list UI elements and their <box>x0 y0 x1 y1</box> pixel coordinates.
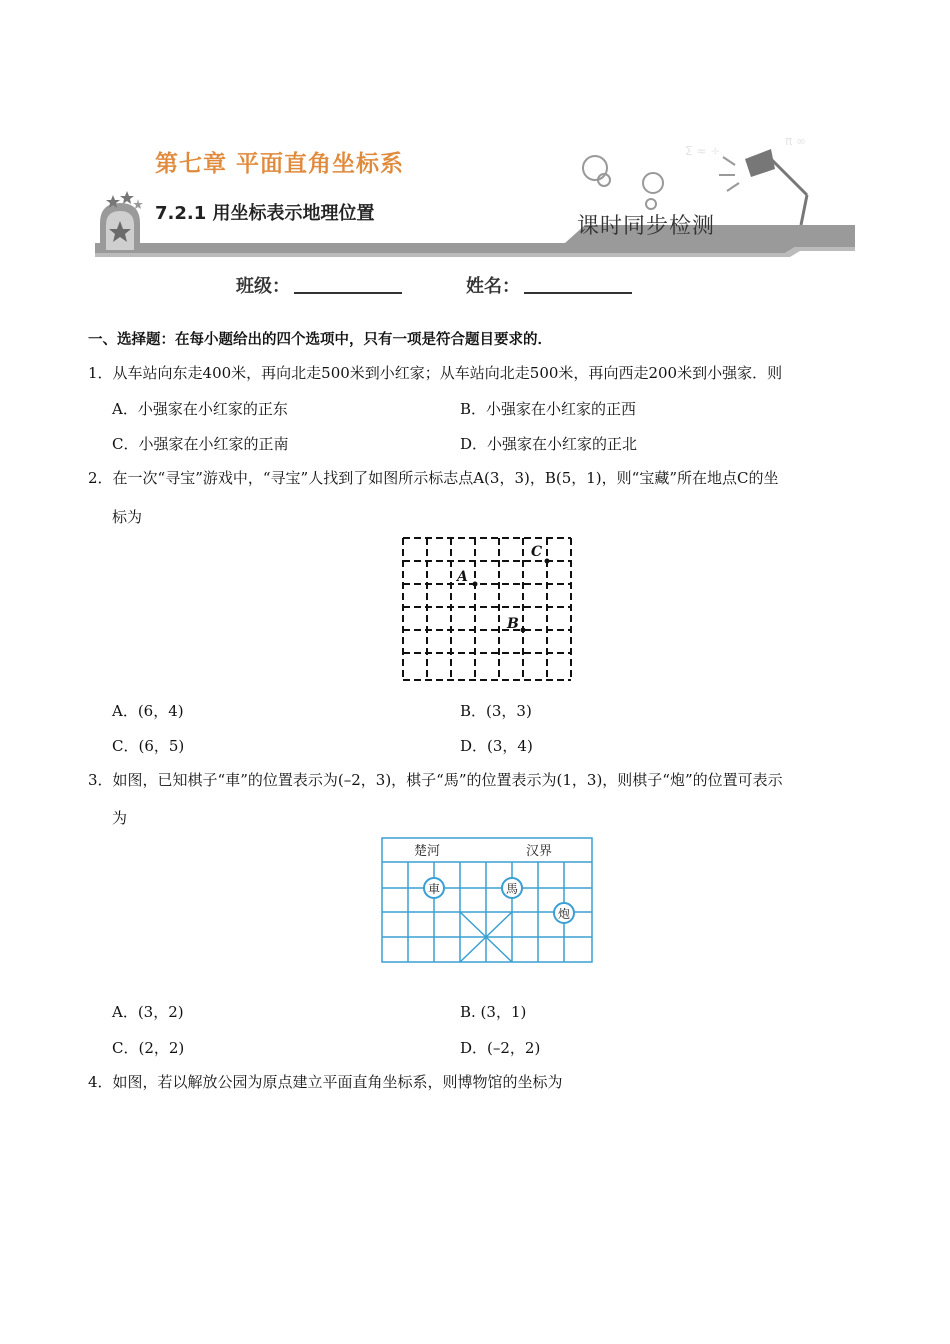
chapter-title: 第七章 平面直角坐标系 <box>155 151 405 177</box>
q2-option-b[interactable]: B．(3，3) <box>460 702 532 720</box>
q2-stem-line2: 标为 <box>112 508 143 526</box>
point-b <box>521 628 526 633</box>
q2-option-c[interactable]: C．(6，5) <box>112 737 185 755</box>
q2-stem-line1: 2．在一次“寻宝”游戏中，“寻宝”人找到了如图所示标志点A(3，3)，B(5，1)，则“宝藏”所在地点C的坐 <box>88 469 779 487</box>
class-label: 班级： <box>236 276 290 297</box>
name-blank[interactable] <box>524 276 632 294</box>
section-heading: 一、选择题：在每小题给出的四个选项中，只有一项是符合题目要求的． <box>88 332 552 348</box>
badge-title: 课时同步检测 <box>577 214 716 239</box>
piece-che-label: 車 <box>427 882 441 896</box>
point-a <box>473 582 478 587</box>
q2-grid-figure <box>400 535 575 683</box>
q1-option-b[interactable]: B．小强家在小红家的正西 <box>460 400 637 418</box>
q3-stem-line1: 3．如图，已知棋子“車”的位置表示为(–2，3)，棋子“馬”的位置表示为(1，3)，则棋子“炮”的位置可表示 <box>88 771 783 789</box>
svg-text:π ∞: π ∞ <box>785 134 807 148</box>
q3-option-a[interactable]: A．(3，2) <box>112 1003 184 1021</box>
piece-pao-label: 炮 <box>557 907 571 921</box>
q4-stem: 4．如图，若以解放公园为原点建立平面直角坐标系，则博物馆的坐标为 <box>88 1073 563 1091</box>
name-field[interactable] <box>466 272 632 298</box>
q1-option-a[interactable]: A．小强家在小红家的正东 <box>112 400 288 418</box>
class-blank[interactable] <box>294 276 402 294</box>
q3-option-c[interactable]: C．(2，2) <box>112 1039 185 1057</box>
piece-che <box>424 878 444 898</box>
label-a: A <box>457 569 468 585</box>
label-c: C <box>531 544 543 560</box>
class-field[interactable] <box>236 272 402 298</box>
q3-stem-line2: 为 <box>112 809 128 827</box>
piece-pao <box>554 903 574 923</box>
q3-option-b[interactable]: B. (3，1) <box>460 1003 527 1021</box>
piece-ma <box>502 878 522 898</box>
river-right-label: 汉界 <box>526 844 553 859</box>
lamp-icon <box>719 149 807 225</box>
q3-option-d[interactable]: D．(–2，2) <box>460 1039 541 1057</box>
q1-option-d[interactable]: D．小强家在小红家的正北 <box>460 435 638 453</box>
q1-stem: 1．从车站向东走400米，再向北走500米到小红家；从车站向北走500米，再向西走200米到小强家．则 <box>88 364 783 382</box>
name-label: 姓名： <box>466 276 520 297</box>
piece-ma-label: 馬 <box>505 882 519 896</box>
q3-chessboard-figure <box>380 836 596 966</box>
header-banner <box>95 125 865 265</box>
label-b: B <box>507 616 519 632</box>
section-title: 7.2.1 用坐标表示地理位置 <box>155 203 375 224</box>
river-left-label: 楚河 <box>414 844 441 859</box>
q2-option-d[interactable]: D．(3，4) <box>460 737 533 755</box>
point-c <box>545 559 550 564</box>
q1-option-c[interactable]: C．小强家在小红家的正南 <box>112 435 289 453</box>
svg-text:Σ ≈ ÷: Σ ≈ ÷ <box>685 144 721 158</box>
q2-option-a[interactable]: A．(6，4) <box>112 702 184 720</box>
